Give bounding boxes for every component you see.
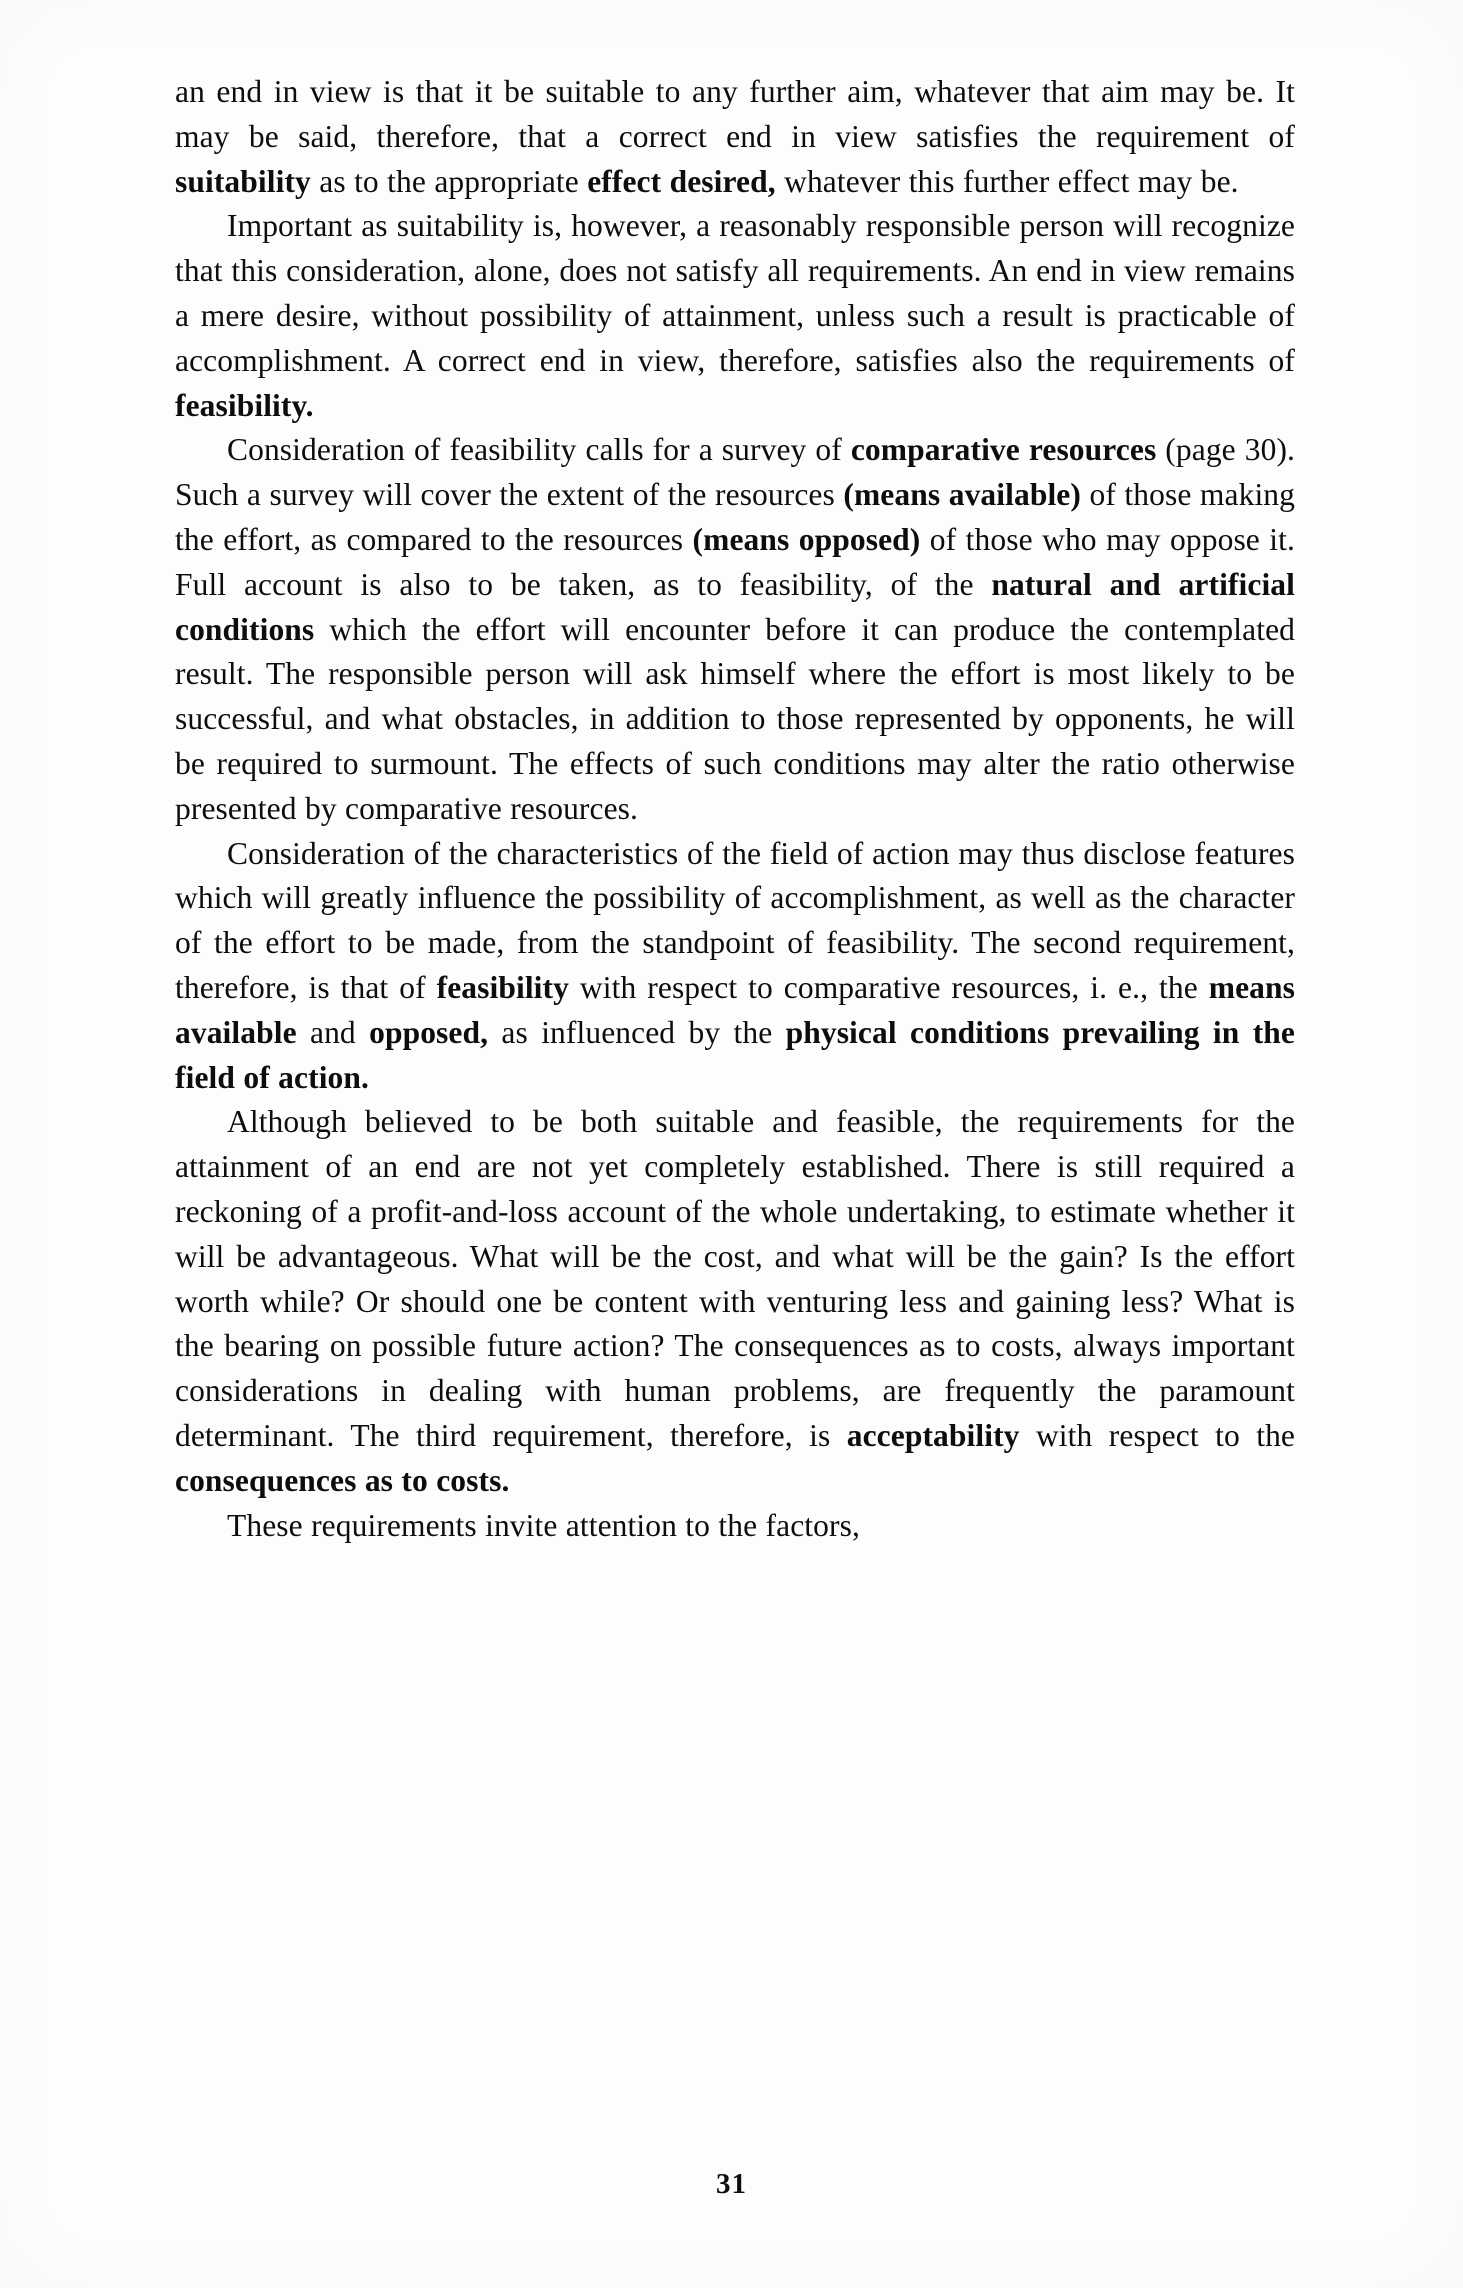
body-text-run: of those who may oppose it. Full account is also to be taken, as to feasibility, of the [175,521,1295,602]
paragraph [175,204,1295,428]
emphasis-text: effect desired, [587,163,776,199]
page-body-text [175,70,1295,1548]
paragraph [175,428,1295,831]
paragraph [175,1504,1295,1549]
emphasis-text: natural and artificial conditions [175,566,1295,647]
emphasis-text: acceptability [846,1417,1020,1453]
body-text-run: which the effort will encounter before it can produce the contemplated result. The responsible person will ask himself where the effort is most likely to be successful, and what obstacles, in addition to those represented by opponents, he will be required to surmount. The effects of such conditions may alter the ratio otherwise presented by comparative resources. [175,611,1295,826]
emphasis-text: feasibility. [175,387,314,423]
emphasis-text: physical conditions prevailing in the field of action. [175,1014,1295,1095]
body-text-run: as to the appropriate [310,163,588,199]
body-text-run: whatever this further effect may be. [775,163,1239,199]
body-text-run: (page 30). Such a survey will cover the extent of the resources [175,432,1296,513]
body-text-run: as influenced by the [488,1014,786,1050]
body-text-run: Consideration of feasibility calls for a survey of [227,432,851,468]
emphasis-text: means available [175,969,1295,1050]
body-text-run: These requirements invite attention to the factors, [227,1507,860,1543]
body-text-run: Although believed to be both suitable and feasible, the requirements for the attainment of an end are not yet completely established. There is still required a reckoning of a profit-and-loss account of the whole undertaking, to estimate whether it will be advantageous. What will be the cost, and what will be the gain? Is the effort worth while? Or should one be content with venturing less and gaining less? What is the bearing on possible future action? The consequences as to costs, always important considerations in dealing with human problems, are frequently the paramount determinant. The third requirement, therefore, is [175,1104,1295,1453]
paragraph [175,70,1295,204]
emphasis-text: suitability [175,163,311,199]
emphasis-text: comparative resources [850,432,1157,468]
body-text-run: Important as suitability is, however, a reasonably responsible person will recognize that this consideration, alone, does not satisfy all requirements. An end in view remains a mere desire, without possibility of attainment, unless such a result is practicable of accomplishment. A correct end in view, therefore, satisfies also the requirements of [175,208,1295,378]
body-text-run: an end in view is that it be suitable to any further aim, whatever that aim may be. It may be said, therefore, that a correct end in view satisfies the requirement of [175,74,1295,154]
emphasis-text: opposed, [369,1014,489,1050]
emphasis-text: consequences as to costs. [175,1462,510,1498]
emphasis-text: (means available) [843,477,1081,513]
body-text-run: with respect to comparative resources, i. e., the [568,969,1209,1005]
body-text-run: of those making the effort, as compared to the resources [175,477,1295,557]
emphasis-text: (means opposed) [692,521,921,557]
page-number: 31 [716,2168,747,2200]
body-text-run: and [296,1014,370,1050]
body-text-run: Consideration of the characteristics of the field of action may thus disclose features which will greatly influence the possibility of accomplishment, as well as the character of the effort to be made, from the standpoint of feasibility. The second requirement, therefore, is that of [175,835,1295,1005]
emphasis-text: feasibility [436,969,569,1005]
paragraph [175,1100,1295,1503]
paragraph [175,832,1295,1101]
body-text-run: with respect to the [1019,1417,1295,1453]
